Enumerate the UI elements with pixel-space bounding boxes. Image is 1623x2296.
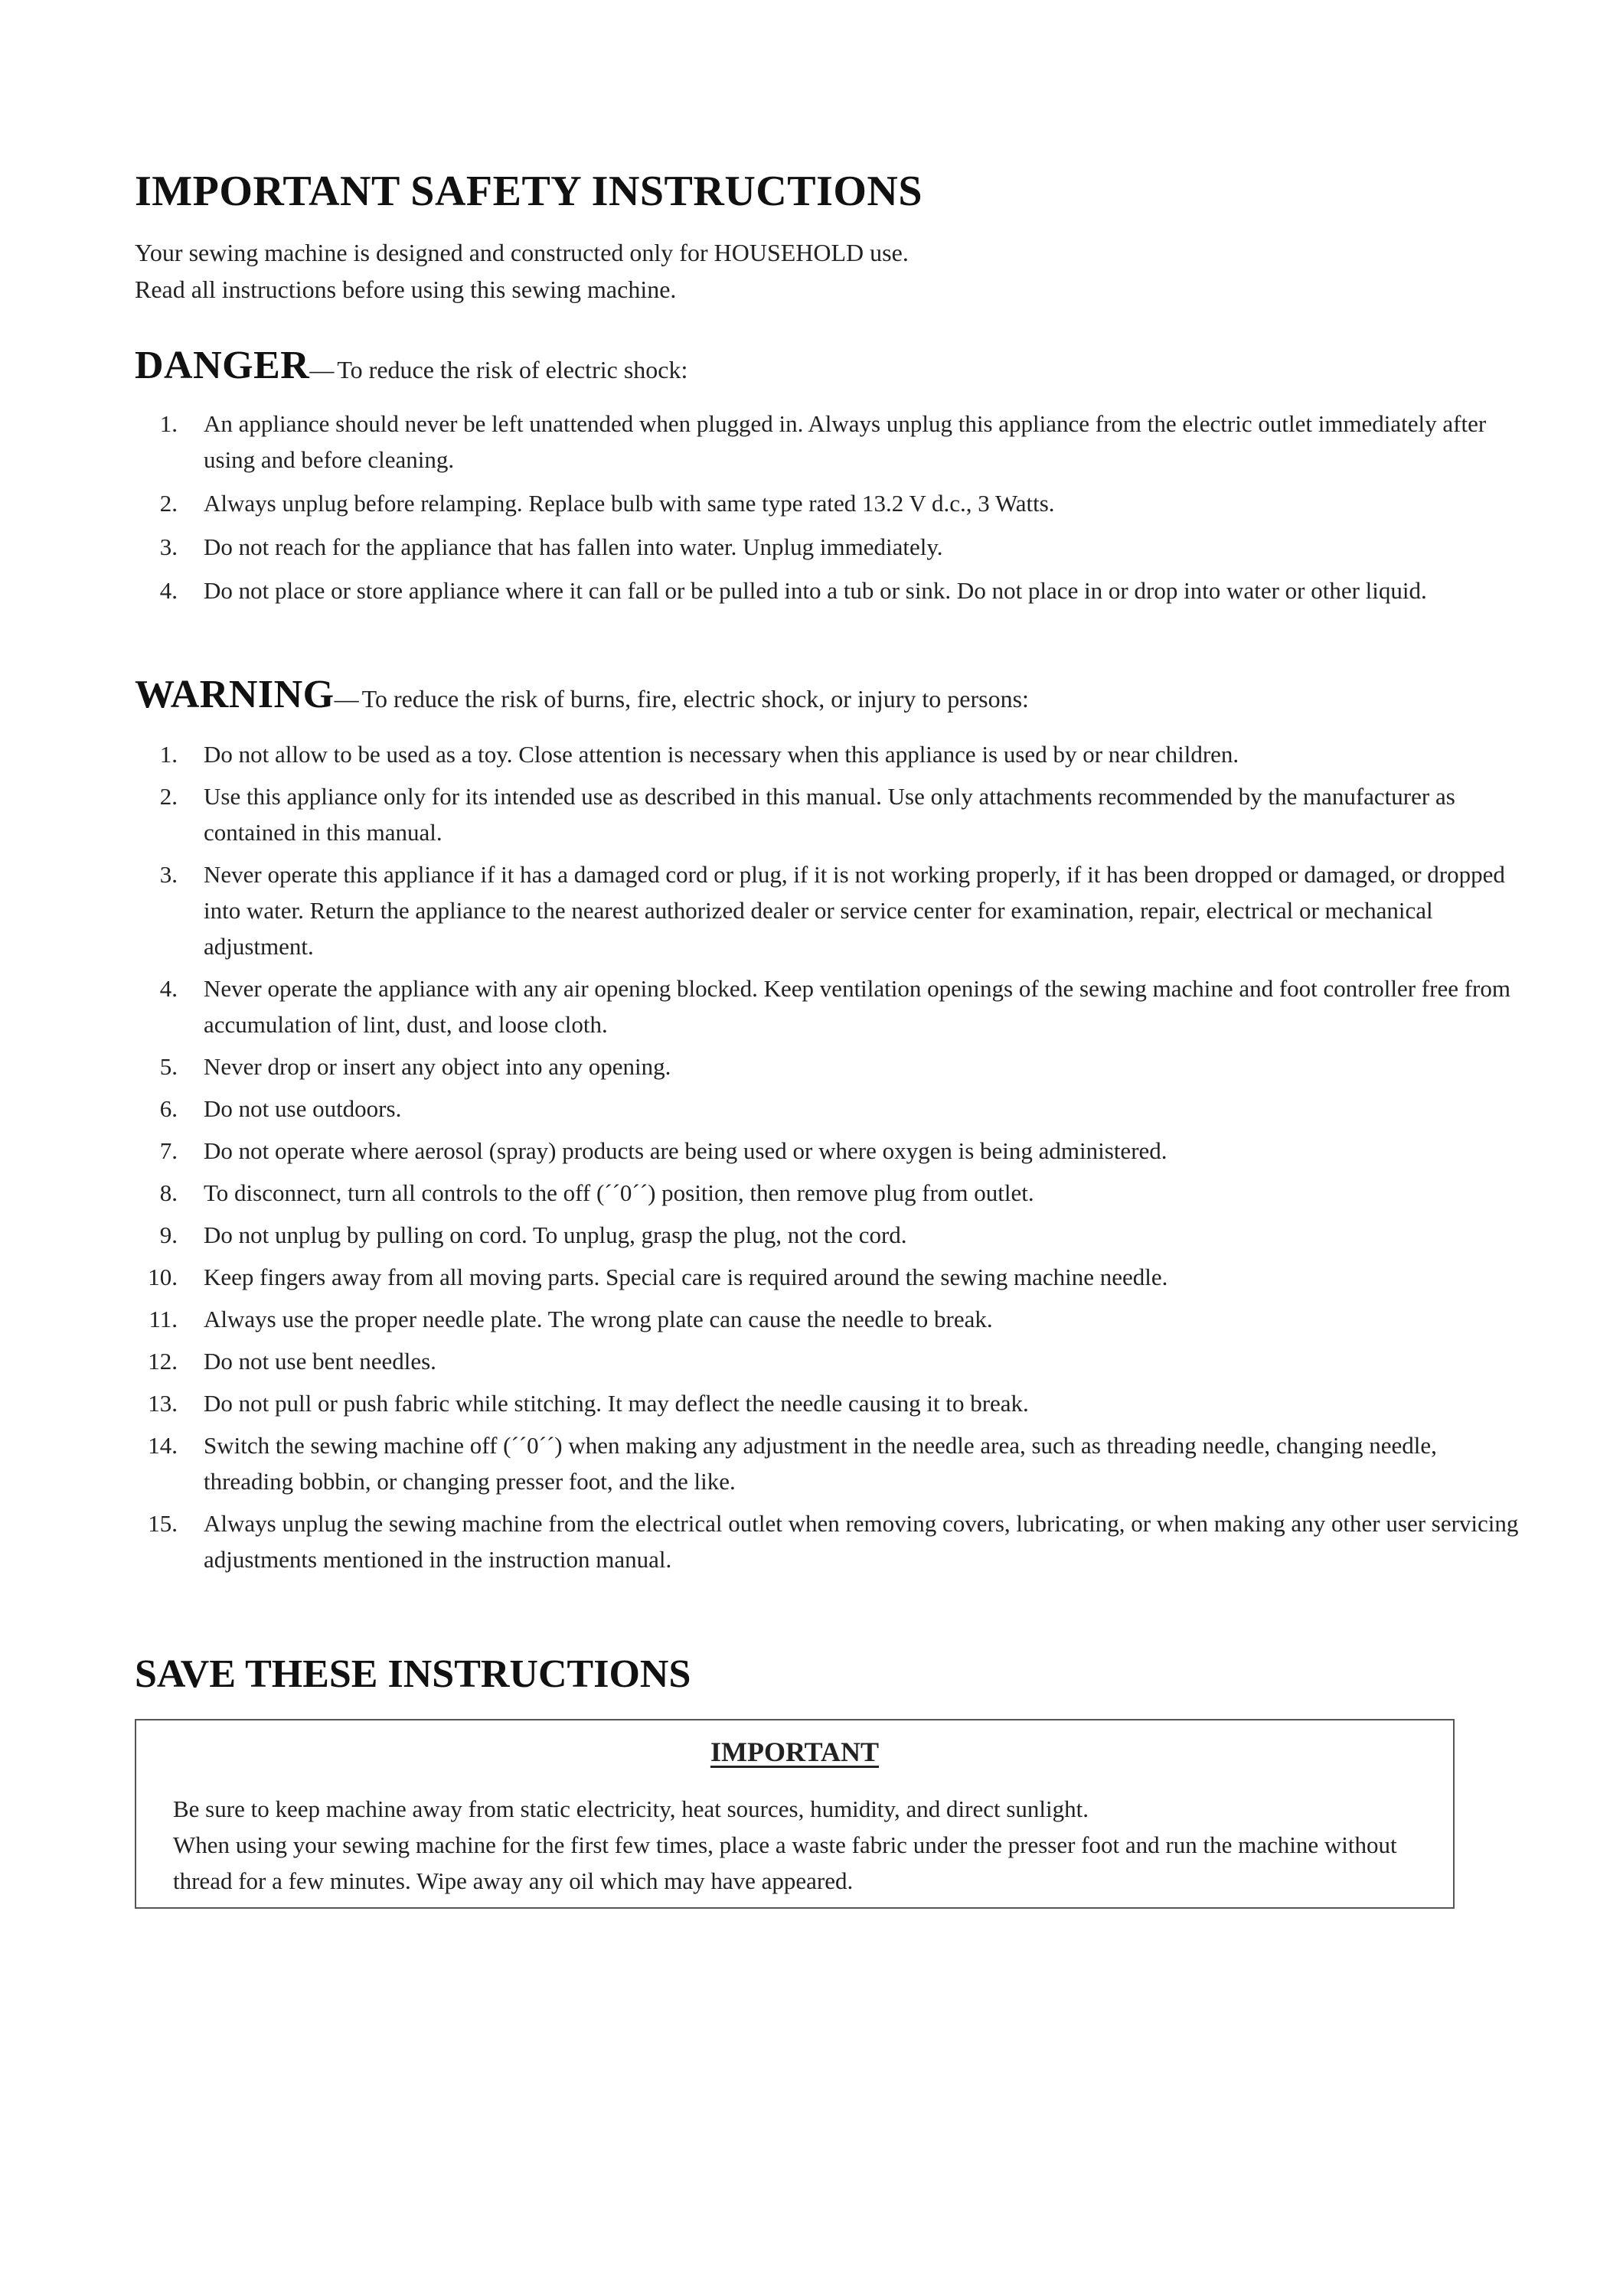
warning-subtitle: To reduce the risk of burns, fire, electric shock, or injury to persons: bbox=[361, 685, 1029, 713]
list-item bbox=[135, 1301, 1520, 1337]
item-text: Do not use outdoors. bbox=[204, 1095, 402, 1122]
item-number: 1. bbox=[159, 410, 178, 437]
important-box-text bbox=[173, 1791, 1444, 1899]
item-text: An appliance should never be left unattended when plugged in. Always unplug this appliance from the electric outlet immediately after using and before cleaning. bbox=[204, 410, 1487, 473]
warning-dash: — bbox=[334, 685, 359, 713]
intro-text bbox=[135, 234, 909, 308]
list-item bbox=[135, 1343, 1520, 1379]
item-number: 6. bbox=[159, 1095, 178, 1122]
list-item bbox=[135, 485, 1520, 521]
warning-word: WARNING bbox=[135, 673, 335, 716]
item-number: 3. bbox=[159, 533, 178, 560]
item-number: 5. bbox=[159, 1053, 178, 1080]
list-item bbox=[135, 406, 1520, 478]
save-instructions-heading: SAVE THESE INSTRUCTIONS bbox=[135, 1652, 691, 1696]
item-number: 4. bbox=[159, 577, 178, 604]
list-item bbox=[135, 1049, 1520, 1084]
item-text: Do not reach for the appliance that has fallen into water. Unplug immediately. bbox=[204, 533, 943, 560]
item-number: 13. bbox=[148, 1390, 178, 1417]
list-item bbox=[135, 572, 1520, 608]
danger-list bbox=[135, 406, 1520, 608]
item-text: Do not unplug by pulling on cord. To unplug, grasp the plug, not the cord. bbox=[204, 1221, 907, 1248]
item-text: Do not operate where aerosol (spray) products are being used or where oxygen is being administered. bbox=[204, 1137, 1167, 1164]
item-text: Do not use bent needles. bbox=[204, 1348, 436, 1375]
warning-heading bbox=[135, 672, 1029, 717]
item-text: Keep fingers away from all moving parts. Special care is required around the sewing machine needle. bbox=[204, 1264, 1168, 1290]
list-item bbox=[135, 778, 1520, 850]
danger-heading bbox=[135, 343, 687, 388]
item-text: Never operate this appliance if it has a damaged cord or plug, if it is not working properly, if it has been dropped or damaged, or dropped into water. Return the appliance to the nearest authorized dealer or service center for examination, repair, electrical or mechanical adjustment. bbox=[204, 861, 1505, 960]
item-number: 8. bbox=[159, 1179, 178, 1206]
item-number: 4. bbox=[159, 975, 178, 1002]
list-item bbox=[135, 1505, 1520, 1577]
intro-line: Read all instructions before using this sewing machine. bbox=[135, 276, 677, 303]
danger-dash: — bbox=[309, 356, 335, 383]
item-number: 7. bbox=[159, 1137, 178, 1164]
item-number: 3. bbox=[159, 861, 178, 888]
item-text: Do not place or store appliance where it can fall or be pulled into a tub or sink. Do not place in or drop into water or other liquid. bbox=[204, 577, 1427, 604]
important-box-title: IMPORTANT bbox=[710, 1737, 880, 1767]
item-text: Always unplug before relamping. Replace bulb with same type rated 13.2 V d.c., 3 Watts. bbox=[204, 490, 1055, 517]
warning-list bbox=[135, 736, 1520, 1577]
important-notice-box bbox=[135, 1719, 1455, 1909]
item-number: 2. bbox=[159, 783, 178, 810]
item-text: Always use the proper needle plate. The wrong plate can cause the needle to break. bbox=[204, 1306, 993, 1332]
list-item bbox=[135, 1427, 1520, 1499]
item-text: To disconnect, turn all controls to the off (´´0´´) position, then remove plug from outlet. bbox=[204, 1179, 1034, 1206]
list-item bbox=[135, 1133, 1520, 1169]
list-item bbox=[135, 529, 1520, 565]
item-text: Always unplug the sewing machine from the electrical outlet when removing covers, lubricating, or when making any other user servicing adjustments mentioned in the instruction manual. bbox=[204, 1510, 1519, 1573]
item-number: 10. bbox=[148, 1264, 178, 1290]
list-item bbox=[135, 1385, 1520, 1421]
item-text: Switch the sewing machine off (´´0´´) when making any adjustment in the needle area, such as threading needle, changing needle, threading bobbin, or changing presser foot, and the like. bbox=[204, 1432, 1437, 1495]
item-number: 15. bbox=[148, 1510, 178, 1537]
list-item bbox=[135, 1259, 1520, 1295]
list-item bbox=[135, 970, 1520, 1042]
item-number: 9. bbox=[159, 1221, 178, 1248]
item-text: Do not pull or push fabric while stitching. It may deflect the needle causing it to break. bbox=[204, 1390, 1029, 1417]
list-item bbox=[135, 1175, 1520, 1211]
list-item bbox=[135, 1217, 1520, 1253]
intro-line: Your sewing machine is designed and constructed only for HOUSEHOLD use. bbox=[135, 239, 909, 266]
danger-subtitle: To reduce the risk of electric shock: bbox=[337, 356, 688, 383]
list-item bbox=[135, 736, 1520, 772]
item-text: Do not allow to be used as a toy. Close attention is necessary when this appliance is used by or near children. bbox=[204, 741, 1239, 768]
item-number: 2. bbox=[159, 490, 178, 517]
item-number: 14. bbox=[148, 1432, 178, 1459]
list-item bbox=[135, 856, 1520, 964]
item-number: 11. bbox=[149, 1306, 178, 1332]
item-text: Never drop or insert any object into any opening. bbox=[204, 1053, 671, 1080]
important-box-line: Be sure to keep machine away from static electricity, heat sources, humidity, and direct sunlight. bbox=[173, 1795, 1089, 1822]
item-text: Never operate the appliance with any air opening blocked. Keep ventilation openings of the sewing machine and foot controller free from accumulation of lint, dust, and loose cloth. bbox=[204, 975, 1510, 1038]
item-text: Use this appliance only for its intended use as described in this manual. Use only attachments recommended by the manufacturer as contained in this manual. bbox=[204, 783, 1455, 846]
danger-word: DANGER bbox=[135, 344, 310, 387]
important-box-line: When using your sewing machine for the first few times, place a waste fabric under the presser foot and run the machine without thread for a few minutes. Wipe away any oil which may have appeared. bbox=[173, 1831, 1397, 1894]
page-title: IMPORTANT SAFETY INSTRUCTIONS bbox=[135, 168, 923, 215]
list-item bbox=[135, 1091, 1520, 1127]
item-number: 12. bbox=[148, 1348, 178, 1375]
item-number: 1. bbox=[159, 741, 178, 768]
